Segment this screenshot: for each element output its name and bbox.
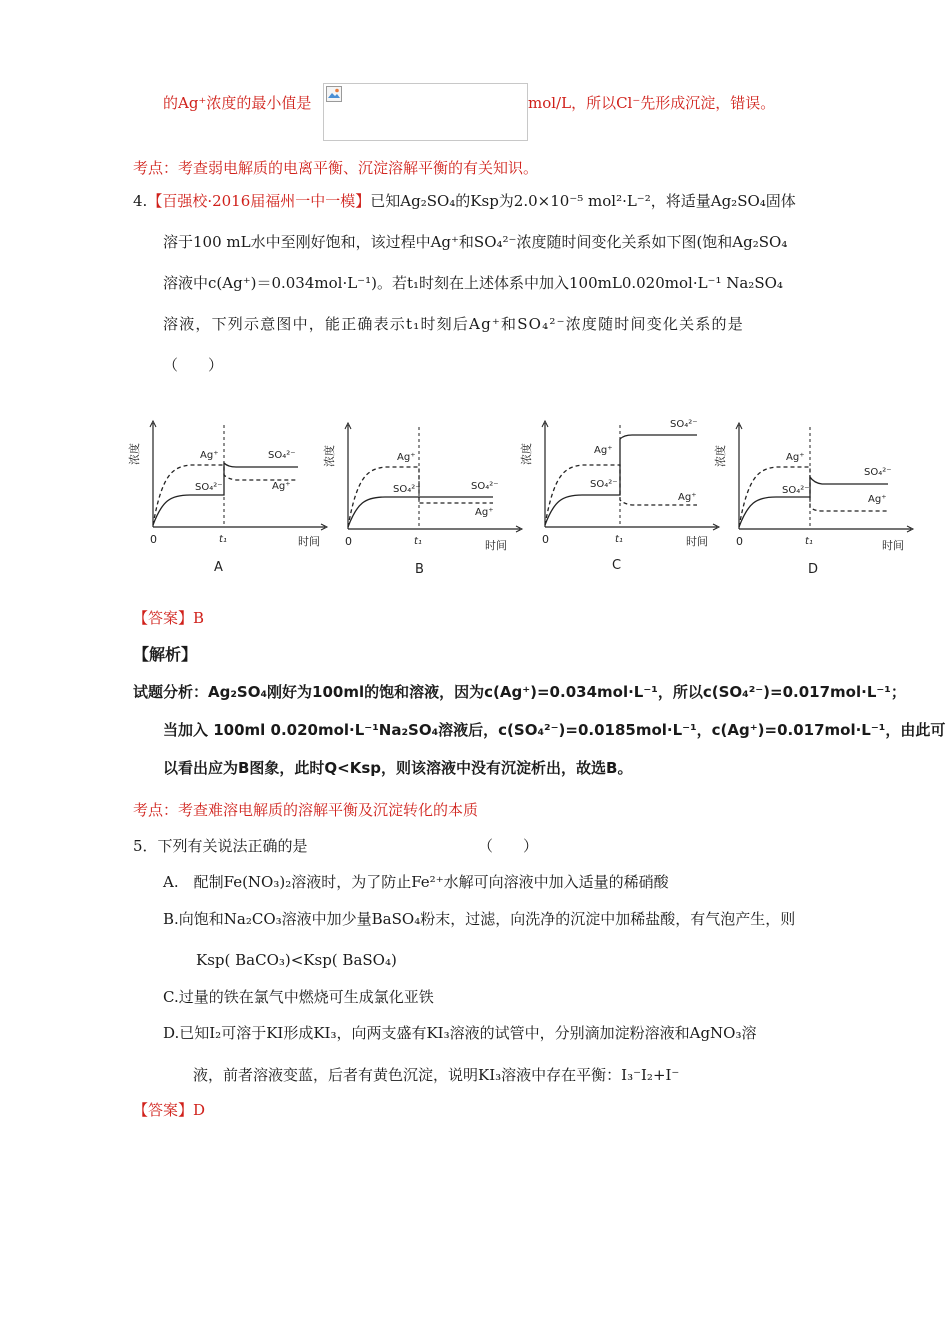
graph-b-t1: t₁ (414, 536, 422, 547)
graph-c (519, 419, 719, 573)
graph-c-origin: 0 (542, 533, 549, 546)
q5-option-b-line2: Ksp( BaCO₃)<Ksp( BaSO₄) (196, 951, 397, 969)
graph-a-so4-label-right: SO₄²⁻ (268, 450, 296, 461)
graph-d-so4-label: SO₄²⁻ (782, 485, 810, 496)
graph-a-t1: t₁ (219, 534, 227, 545)
graph-d-so4-label-right: SO₄²⁻ (864, 467, 892, 478)
q4-line4: 溶液，下列示意图中，能正确表示t₁时刻后Ag⁺和SO₄²⁻浓度随时间变化关系的是 (163, 315, 744, 333)
q4-jiexi-1: 试题分析：Ag₂SO₄刚好为100ml的饱和溶液，因为c(Ag⁺)=0.034mol·L⁻¹，所以c(SO₄²⁻)=0.017mol·L⁻¹； (133, 683, 906, 701)
graph-d-xlabel: 时间 (882, 539, 904, 552)
prev-line-suffix: mol/L，所以Cl⁻先形成沉淀，错误。 (528, 94, 776, 112)
q4-number: 4. (133, 192, 148, 210)
graph-a-so4-label: SO₄²⁻ (195, 482, 223, 493)
graph-a-so4-curve (153, 463, 298, 525)
q5-answer: 【答案】D (133, 1101, 206, 1119)
graph-b-so4-label-right: SO₄²⁻ (471, 481, 499, 492)
q4-line2: 溶于100 mL水中至刚好饱和，该过程中Ag⁺和SO₄²⁻浓度随时间变化关系如下图(饱和Ag₂SO₄ (163, 233, 788, 251)
q4-line1 (133, 191, 796, 211)
q5-paren: （ ） (478, 837, 539, 855)
q4-paren: （ ） (163, 356, 224, 374)
graph-b-so4-curve (348, 497, 493, 527)
graph-d-ag-label: Ag⁺ (786, 452, 805, 463)
q5-option-b-line1: B.向饱和Na₂CO₃溶液中加少量BaSO₄粉末，过滤，向洗净的沉淀中加稀盐酸，有气泡产生，则 (163, 910, 796, 928)
q4-jiexi-3: 以看出应为B图象，此时Q<Ksp，则该溶液中没有沉淀析出，故选B。 (163, 759, 633, 777)
graph-c-t1: t₁ (615, 534, 623, 545)
graph-a-ylabel: 浓度 (128, 443, 141, 465)
graph-c-ag-curve (545, 465, 697, 525)
graph-b-ylabel: 浓度 (323, 445, 336, 467)
graph-b (322, 423, 522, 577)
prev-line-prefix: 的Ag⁺浓度的最小值是 (163, 94, 312, 112)
q5-option-a: A. 配制Fe(NO₃)₂溶液时，为了防止Fe²⁺水解可向溶液中加入适量的稀硝酸 (163, 873, 669, 891)
graph-d-t1: t₁ (805, 536, 813, 547)
graph-c-xlabel: 时间 (686, 535, 708, 548)
graph-c-so4-label-right: SO₄²⁻ (670, 419, 698, 430)
graph-c-ag-label-right: Ag⁺ (678, 492, 697, 503)
q4-line3: 溶液中c(Ag⁺)＝0.034mol·L⁻¹)。若t₁时刻在上述体系中加入100mL0.020mol·L⁻¹ Na₂SO₄ (163, 274, 783, 292)
graph-a-ag-label-right: Ag⁺ (272, 481, 291, 492)
q4-kaodian: 考点：考查难溶电解质的溶解平衡及沉淀转化的本质 (133, 801, 479, 819)
graph-c-letter: C (612, 558, 622, 573)
graph-d (713, 423, 913, 577)
q4-source: 【百强校·2016届福州一中一模】 (147, 192, 371, 210)
graph-b-ag-label-right: Ag⁺ (475, 507, 494, 518)
graph-a-origin: 0 (150, 533, 157, 546)
graph-a-xlabel: 时间 (298, 535, 320, 548)
graph-b-letter: B (415, 562, 424, 577)
broken-image-icon (326, 86, 342, 102)
q5-stem: 5．下列有关说法正确的是 (133, 837, 308, 855)
graph-c-so4-label: SO₄²⁻ (590, 479, 618, 490)
q4-jiexi-2: 当加入 100ml 0.020mol·L⁻¹Na₂SO₄溶液后，c(SO₄²⁻)=0.0185mol·L⁻¹，c(Ag⁺)=0.017mol·L⁻¹，由此可 (163, 721, 946, 739)
graph-b-origin: 0 (345, 535, 352, 548)
q4-text1: 已知Ag₂SO₄的Ksp为2.0×10⁻⁵ mol²·L⁻²，将适量Ag₂SO₄固体 (370, 192, 796, 210)
q5-option-d-line1: D.已知I₂可溶于KI形成KI₃，向两支盛有KI₃溶液的试管中，分别滴加淀粉溶液和AgNO₃溶 (163, 1024, 757, 1042)
graph-a (127, 421, 327, 575)
broken-image (323, 83, 528, 141)
concentration-graphs-figure (128, 405, 920, 585)
graph-b-xlabel: 时间 (485, 539, 507, 552)
graph-a-ag-label: Ag⁺ (200, 450, 219, 461)
q5-option-d-line2: 液，前者溶液变蓝，后者有黄色沉淀，说明KI₃溶液中存在平衡：I₃⁻I₂+I⁻ (193, 1066, 680, 1084)
graph-b-so4-label: SO₄²⁻ (393, 484, 421, 495)
graph-d-ag-label-right: Ag⁺ (868, 494, 887, 505)
q4-answer: 【答案】B (133, 609, 205, 627)
graph-d-letter: D (808, 562, 819, 577)
graph-c-ylabel: 浓度 (520, 443, 533, 465)
graph-c-ag-label: Ag⁺ (594, 445, 613, 456)
graph-a-letter: A (214, 560, 223, 575)
graph-b-ag-label: Ag⁺ (397, 452, 416, 463)
graph-d-ylabel: 浓度 (714, 445, 727, 467)
graph-d-origin: 0 (736, 535, 743, 548)
graph-c-so4-curve (545, 435, 697, 525)
graph-a-ag-curve (153, 465, 298, 525)
q4-jiexi-title: 【解析】 (133, 645, 198, 664)
prev-kaodian: 考点：考查弱电解质的电离平衡、沉淀溶解平衡的有关知识。 (133, 159, 539, 177)
q5-option-c: C.过量的铁在氯气中燃烧可生成氯化亚铁 (163, 988, 434, 1006)
graph-d-so4-curve (739, 477, 888, 527)
